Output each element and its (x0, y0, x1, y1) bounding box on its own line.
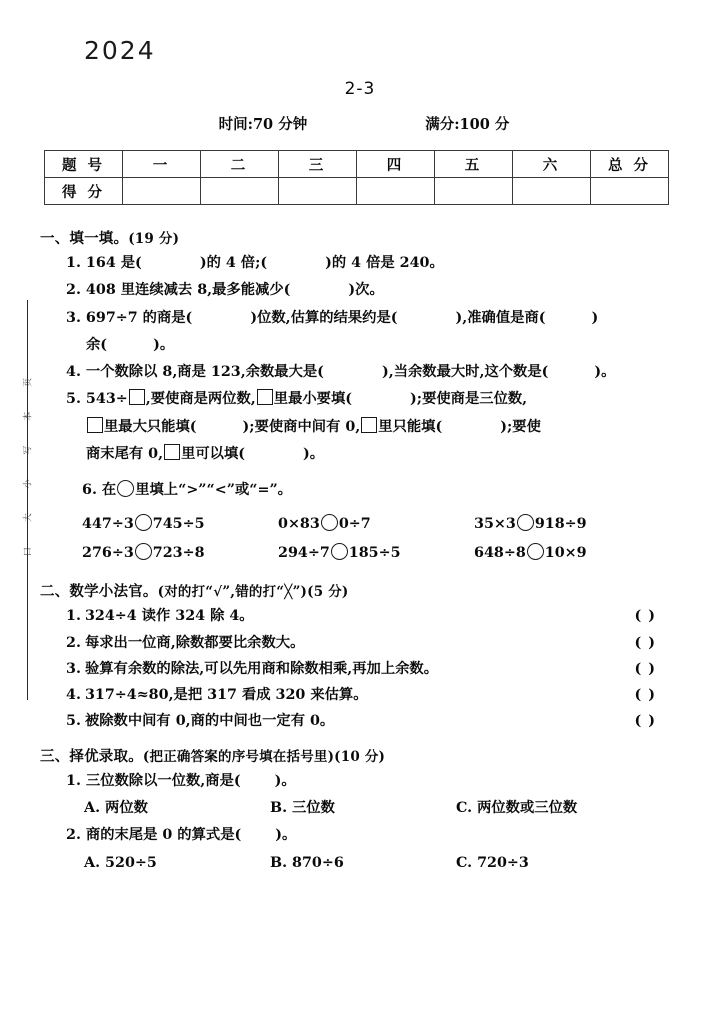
question-1-1-part-b: )的 4 倍;( (199, 255, 268, 271)
table-row-scores (45, 178, 669, 205)
score-table-row-label-score: 得 分 (45, 178, 123, 205)
question-1-6 (40, 477, 670, 503)
score-cell-2[interactable] (201, 178, 279, 205)
score-table-col-total: 总 分 (591, 151, 669, 178)
question-3-1-stem-b: )。 (274, 772, 296, 789)
question-2-1-text: 324÷4 读作 324 除 4。 (84, 608, 254, 625)
question-1-3-line2 (40, 332, 670, 358)
comparison-left: 648÷8 (474, 544, 526, 561)
question-2-2 (40, 630, 670, 656)
comparison-left: 0×83 (278, 515, 320, 532)
question-1-5-part-h: );要使 (500, 418, 541, 435)
option-a[interactable]: A. 520÷5 (84, 854, 157, 871)
comparison-circle-icon[interactable] (331, 543, 348, 560)
question-1-5-part-a: 543÷ (85, 391, 128, 408)
question-1-3-part-d: ) (591, 309, 599, 326)
question-1-4-part-b: ),当余数最大时,这个数是( (381, 364, 549, 381)
comparison-left: 276÷3 (82, 544, 134, 561)
question-1-5-part-j: 里可以填( (181, 446, 246, 463)
question-3-2-options (40, 850, 670, 877)
comparison-right: 918÷9 (534, 515, 587, 532)
question-1-1-part-a: 164 是( (85, 255, 142, 271)
answer-box[interactable] (129, 389, 145, 405)
question-3-2-stem-a: 商的末尾是 0 的算式是( (85, 827, 242, 844)
comparison-right: 723÷8 (152, 544, 205, 561)
score-table-col-1: 一 (123, 151, 201, 178)
score-table-col-3: 三 (279, 151, 357, 178)
comparison-circle-icon[interactable] (117, 480, 134, 497)
score-table-col-6: 六 (513, 151, 591, 178)
question-2-2-number: 2. (66, 634, 81, 651)
question-1-5-part-c: 里最小要填( (273, 391, 353, 408)
comparison-item (82, 510, 278, 539)
option-b[interactable]: B. 三位数 (270, 800, 335, 817)
section-3-points: (把正确答案的序号填在括号里)(10 分) (142, 748, 386, 765)
question-1-2-part-a: 408 里连续减去 8,最多能减少( (85, 282, 291, 299)
comparison-right: 185÷5 (348, 544, 401, 561)
question-1-6-number: 6. (82, 482, 97, 499)
score-cell-5[interactable] (435, 178, 513, 205)
question-2-1-number: 1. (66, 608, 81, 625)
question-1-5 (40, 386, 670, 412)
comparison-row-2 (82, 539, 670, 568)
answer-box[interactable] (361, 417, 377, 433)
question-2-5-number: 5. (66, 713, 81, 730)
question-1-5-part-i: 商末尾有 0, (86, 446, 164, 463)
question-1-3-part-c: ),准确值是商( (455, 309, 546, 326)
score-cell-1[interactable] (123, 178, 201, 205)
question-1-4-part-c: )。 (594, 364, 616, 381)
question-1-5-part-d: );要使商是三位数, (410, 391, 528, 408)
question-2-2-text: 每求出一位商,除数都要比余数大。 (84, 634, 305, 651)
answer-paren[interactable]: ( ) (634, 713, 656, 730)
question-3-1 (40, 768, 670, 794)
comparison-circle-icon[interactable] (135, 543, 152, 560)
comparison-right: 10×9 (544, 544, 587, 561)
question-1-5-part-f: );要使商中间有 0, (242, 418, 361, 435)
option-b[interactable]: B. 870÷6 (270, 854, 344, 871)
section-fill-in-blank (40, 227, 670, 568)
answer-box[interactable] (164, 444, 180, 460)
comparison-left: 294÷7 (278, 544, 330, 561)
question-1-1-part-c: )的 4 倍是 240。 (325, 255, 444, 271)
section-2-points: (对的打“√”,错的打“╳”)(5 分) (157, 584, 349, 601)
question-3-1-options (40, 795, 670, 822)
question-2-3 (40, 656, 670, 682)
question-3-1-number: 1. (66, 772, 81, 789)
score-cell-4[interactable] (357, 178, 435, 205)
score-table-col-2: 二 (201, 151, 279, 178)
option-c[interactable]: C. 720÷3 (456, 854, 529, 871)
question-1-3-number: 3. (66, 309, 81, 326)
answer-paren[interactable]: ( ) (634, 660, 656, 677)
score-table (44, 150, 669, 205)
question-1-5-line3 (40, 441, 670, 467)
section-3-title: 三、择优录取。 (40, 747, 143, 765)
question-1-5-part-e: 里最大只能填( (104, 418, 197, 435)
section-2-title: 二、数学小法官。 (40, 583, 158, 601)
question-3-2-number: 2. (66, 827, 81, 844)
comparison-circle-icon[interactable] (321, 514, 338, 531)
question-1-1-number: 1. (66, 255, 81, 271)
comparison-row-1 (82, 510, 670, 539)
question-3-2-stem-b: )。 (275, 827, 297, 844)
section-2-heading (40, 580, 670, 601)
question-1-1 (40, 250, 670, 276)
section-1-heading (40, 227, 670, 248)
answer-paren[interactable]: ( ) (634, 687, 656, 704)
score-cell-3[interactable] (279, 178, 357, 205)
section-3-heading (40, 745, 670, 766)
question-2-5 (40, 708, 670, 734)
question-3-1-stem-a: 三位数除以一位数,商是( (85, 772, 241, 789)
answer-paren[interactable]: ( ) (634, 608, 656, 625)
score-table-col-4: 四 (357, 151, 435, 178)
comparison-circle-icon[interactable] (135, 514, 152, 531)
score-cell-6[interactable] (513, 178, 591, 205)
question-1-4 (40, 359, 670, 385)
paper-code: 2-3 (344, 79, 376, 99)
question-1-5-line2 (40, 414, 670, 440)
question-1-2-part-b: )次。 (348, 282, 384, 299)
question-1-3-part-b: )位数,估算的结果约是( (250, 309, 398, 326)
question-1-3-part-a: 697÷7 的商是( (85, 309, 193, 326)
exam-total-score-label: 满分:100 分 (425, 116, 510, 133)
question-2-3-text: 验算有余数的除法,可以先用商和除数相乘,再加上余数。 (84, 660, 439, 677)
question-1-6-prompt-b: 里填上“>”“<”或“=”。 (135, 482, 292, 499)
margin-vertical-note: 口 大 小 写 本 页 (23, 366, 34, 557)
comparison-grid (40, 510, 670, 569)
answer-box[interactable] (257, 389, 273, 405)
question-1-5-part-k: )。 (303, 446, 325, 463)
exam-time-label: 时间:70 分钟 (218, 116, 308, 133)
answer-paren[interactable]: ( ) (634, 634, 656, 651)
score-cell-total[interactable] (591, 178, 669, 205)
question-1-3-part-f: )。 (153, 336, 175, 353)
section-1-points: (19 分) (128, 231, 180, 247)
comparison-item (82, 539, 278, 568)
comparison-left: 35×3 (474, 515, 516, 532)
question-1-2-number: 2. (66, 282, 81, 299)
question-1-2 (40, 277, 670, 303)
question-1-6-prompt-a: 在 (101, 482, 117, 499)
comparison-circle-icon[interactable] (517, 514, 534, 531)
question-1-5-part-b: ,要使商是两位数, (145, 391, 256, 408)
question-3-2 (40, 822, 670, 848)
comparison-item (474, 539, 670, 568)
comparison-right: 745÷5 (152, 515, 205, 532)
question-2-4-text: 317÷4≈80,是把 317 看成 320 来估算。 (84, 687, 368, 704)
section-1-title: 一、填一填。 (40, 230, 129, 247)
question-1-5-part-g: 里只能填( (378, 418, 443, 435)
question-1-3 (40, 305, 670, 331)
comparison-item (474, 510, 670, 539)
score-table-col-5: 五 (435, 151, 513, 178)
score-table-row-label-question: 题 号 (45, 151, 123, 178)
section-multiple-choice (40, 745, 670, 877)
question-1-5-number: 5. (66, 391, 81, 408)
question-2-5-text: 被除数中间有 0,商的中间也一定有 0。 (84, 713, 335, 730)
comparison-right: 0÷7 (338, 515, 371, 532)
comparison-circle-icon[interactable] (527, 543, 544, 560)
question-2-3-number: 3. (66, 660, 81, 677)
answer-box[interactable] (87, 417, 103, 433)
exam-meta (40, 113, 670, 134)
question-2-4 (40, 682, 670, 708)
table-row-question-numbers (45, 151, 669, 178)
section-true-false (40, 580, 670, 734)
question-2-1 (40, 603, 670, 629)
question-1-4-number: 4. (66, 364, 81, 381)
question-1-3-part-e: 余( (86, 336, 108, 353)
comparison-item (278, 510, 474, 539)
option-c[interactable]: C. 两位数或三位数 (456, 800, 578, 817)
question-1-4-part-a: 一个数除以 8,商是 123,余数最大是( (85, 364, 324, 381)
comparison-left: 447÷3 (82, 515, 134, 532)
comparison-item (278, 539, 474, 568)
page-year: 2024 (84, 36, 156, 65)
option-a[interactable]: A. 两位数 (84, 800, 148, 817)
question-2-4-number: 4. (66, 687, 81, 704)
